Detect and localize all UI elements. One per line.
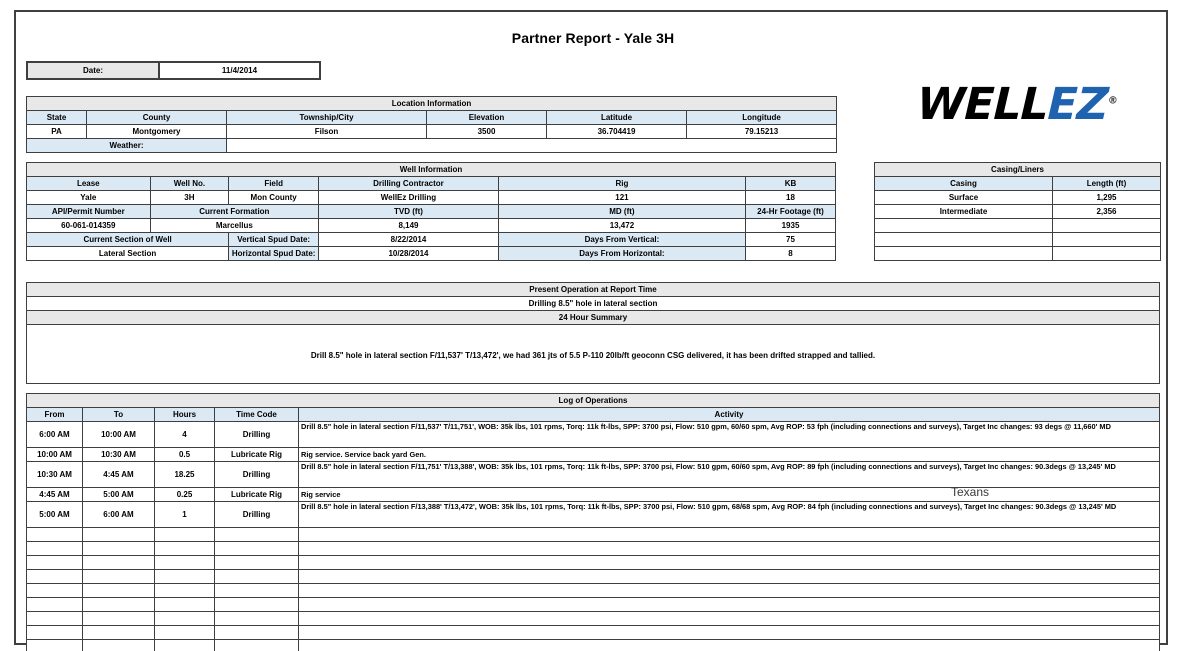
log-row-0-to[interactable]: 10:00 AM (83, 422, 155, 448)
log-header-from: From (27, 408, 83, 422)
log-empty-rows (27, 528, 1160, 651)
well-value-row-2 (27, 219, 836, 233)
log-empty-cell[interactable] (155, 640, 215, 651)
well-table (26, 162, 836, 261)
log-row-0-hours[interactable]: 4 (155, 422, 215, 448)
location-value-township[interactable]: Filson (227, 125, 427, 139)
log-empty-cell[interactable] (27, 612, 83, 626)
log-empty-cell[interactable] (27, 584, 83, 598)
present-operation-header-row (27, 283, 1160, 297)
log-empty-cell[interactable] (215, 528, 299, 542)
log-empty-cell[interactable] (299, 556, 1160, 570)
log-empty-cell[interactable] (215, 626, 299, 640)
log-row-1-to[interactable]: 10:30 AM (83, 448, 155, 462)
log-header-time-code: Time Code (215, 408, 299, 422)
log-empty-cell[interactable] (83, 612, 155, 626)
log-empty-cell[interactable] (83, 570, 155, 584)
well-value-field[interactable]: Mon County (229, 191, 319, 205)
log-row-2-from[interactable]: 10:30 AM (27, 462, 83, 488)
casing-header-row (875, 177, 1161, 191)
well-information-block (26, 162, 836, 261)
well-header-tvd: TVD (ft) (319, 205, 499, 219)
log-empty-cell[interactable] (215, 612, 299, 626)
casing-section-header-row (875, 163, 1161, 177)
current-section-value[interactable]: Lateral Section (27, 247, 229, 261)
casing-header-length: Length (ft) (1053, 177, 1161, 191)
present-operation-title: Present Operation at Report Time (27, 283, 1160, 297)
table-row (875, 205, 1161, 219)
well-vertical-spud-row (27, 233, 836, 247)
log-empty-cell[interactable] (27, 556, 83, 570)
summary-header-row (27, 311, 1160, 325)
table-row (875, 191, 1161, 205)
days-from-horizontal-label: Days From Horizontal: (498, 247, 745, 261)
log-empty-cell[interactable] (83, 640, 155, 651)
well-header-current-formation: Current Formation (150, 205, 319, 219)
vertical-spud-label: Vertical Spud Date: (229, 233, 319, 247)
location-header-state: State (27, 111, 87, 125)
log-empty-cell[interactable] (215, 640, 299, 651)
vertical-spud-value[interactable]: 8/22/2014 (319, 233, 499, 247)
log-header-row (27, 408, 1160, 422)
well-value-24hr-footage[interactable]: 1935 (746, 219, 836, 233)
log-empty-cell[interactable] (27, 528, 83, 542)
well-value-rig[interactable]: 121 (498, 191, 745, 205)
well-value-drilling-contractor[interactable]: WellEz Drilling (319, 191, 499, 205)
log-empty-cell[interactable] (27, 626, 83, 640)
well-value-tvd[interactable]: 8,149 (319, 219, 499, 233)
location-header-latitude: Latitude (547, 111, 687, 125)
well-value-well-no[interactable]: 3H (150, 191, 229, 205)
present-operation-table (26, 282, 1160, 384)
location-header-township: Township/City (227, 111, 427, 125)
days-from-horizontal-value[interactable]: 8 (746, 247, 836, 261)
wellez-logo (874, 74, 1160, 136)
log-row-4-activity[interactable]: Drill 8.5" hole in lateral section F/13,388' T/13,472', WOB: 35k lbs, 101 rpms, Torq: 11k ft-lbs, SPP: 3700 psi, Flow: 510 gpm, 68/68 spm, Avg ROP: 84 fph (including connections and surveys), Target Inc changes: 90.3degs @ 13,245' MD (299, 502, 1160, 528)
casing-table (874, 162, 1161, 261)
summary-value: Drill 8.5" hole in lateral section F/11,537' T/13,472', we had 361 jts of 5.5 P-110 20lb/ft geoconn CSG delivered, it has been drifted strapped and tallied. (310, 351, 876, 360)
log-empty-cell[interactable] (155, 584, 215, 598)
log-empty-cell[interactable] (155, 556, 215, 570)
registered-mark-icon: ® (1107, 95, 1118, 107)
date-label: Date: (27, 62, 159, 79)
location-value-row (27, 125, 837, 139)
location-value-longitude[interactable]: 79.15213 (687, 125, 837, 139)
table-row (27, 570, 1160, 584)
casing-empty-cell[interactable] (875, 247, 1053, 261)
log-row-3-activity[interactable]: Rig service (299, 488, 1160, 502)
log-row-1-from[interactable]: 10:00 AM (27, 448, 83, 462)
log-empty-cell[interactable] (299, 612, 1160, 626)
table-row (27, 422, 1160, 448)
casing-row-0-casing[interactable]: Surface (875, 191, 1053, 205)
log-header-activity: Activity (299, 408, 1160, 422)
summary-value-row (27, 325, 1160, 384)
log-row-4-code[interactable]: Drilling (215, 502, 299, 528)
log-row-0-from[interactable]: 6:00 AM (27, 422, 83, 448)
horizontal-spud-value[interactable]: 10/28/2014 (319, 247, 499, 261)
well-value-row-1 (27, 191, 836, 205)
log-empty-cell[interactable] (83, 626, 155, 640)
well-header-24hr-footage: 24-Hr Footage (ft) (746, 205, 836, 219)
date-value[interactable]: 11/4/2014 (159, 62, 320, 79)
table-row (27, 542, 1160, 556)
log-row-4-from[interactable]: 5:00 AM (27, 502, 83, 528)
report-sheet (14, 10, 1168, 645)
log-empty-cell[interactable] (155, 570, 215, 584)
location-section-title: Location Information (27, 97, 837, 111)
days-from-vertical-label: Days From Vertical: (498, 233, 745, 247)
date-row (27, 62, 320, 79)
location-value-latitude[interactable]: 36.704419 (547, 125, 687, 139)
well-section-header-row (27, 163, 836, 177)
location-value-state[interactable]: PA (27, 125, 87, 139)
log-empty-cell[interactable] (27, 640, 83, 651)
log-empty-cell[interactable] (299, 598, 1160, 612)
log-empty-cell[interactable] (215, 584, 299, 598)
days-from-vertical-value[interactable]: 75 (746, 233, 836, 247)
well-header-kb: KB (746, 177, 836, 191)
table-row (27, 640, 1160, 651)
casing-header-casing: Casing (875, 177, 1053, 191)
table-row (27, 626, 1160, 640)
well-header-well-no: Well No. (150, 177, 229, 191)
table-row (875, 247, 1161, 261)
log-of-operations-block (26, 393, 1160, 651)
log-empty-cell[interactable] (27, 570, 83, 584)
casing-liners-block (874, 162, 1160, 261)
well-header-drilling-contractor: Drilling Contractor (319, 177, 499, 191)
summary-value-cell[interactable] (27, 325, 1160, 384)
table-row (27, 584, 1160, 598)
log-row-4-to[interactable]: 6:00 AM (83, 502, 155, 528)
present-operation-value-row (27, 297, 1160, 311)
texans-watermark: Texans (951, 485, 990, 499)
log-header-to: To (83, 408, 155, 422)
logo-part-ez: EZ (1046, 79, 1109, 130)
wellez-logo-text (916, 79, 1118, 130)
log-empty-cell[interactable] (299, 584, 1160, 598)
log-empty-cell[interactable] (27, 542, 83, 556)
casing-empty-cell[interactable] (1053, 233, 1161, 247)
casing-empty-cell[interactable] (875, 219, 1053, 233)
log-empty-cell[interactable] (215, 542, 299, 556)
log-row-2-hours[interactable]: 18.25 (155, 462, 215, 488)
casing-section-title: Casing/Liners (875, 163, 1161, 177)
log-row-0-activity[interactable]: Drill 8.5" hole in lateral section F/11,537' T/11,751', WOB: 35k lbs, 101 rpms, Torq: 11k ft-lbs, SPP: 3700 psi, Flow: 510 gpm, 60/60 spm, Avg ROP: 53 fph (including connections and surveys), Target Inc changes: 93 degs @ 11,660' MD (299, 422, 1160, 448)
log-section-header-row (27, 394, 1160, 408)
well-horizontal-spud-row (27, 247, 836, 261)
log-empty-cell[interactable] (83, 528, 155, 542)
weather-label: Weather: (27, 139, 227, 153)
log-of-operations-table (26, 393, 1160, 651)
weather-value[interactable] (227, 139, 837, 153)
table-row (27, 448, 1160, 462)
log-row-2-code[interactable]: Drilling (215, 462, 299, 488)
table-row (27, 556, 1160, 570)
weather-row (27, 139, 837, 153)
table-row (27, 528, 1160, 542)
log-empty-cell[interactable] (215, 598, 299, 612)
location-table (26, 96, 837, 153)
location-information-block (26, 96, 836, 153)
well-header-md: MD (ft) (498, 205, 745, 219)
log-row-2-to[interactable]: 4:45 AM (83, 462, 155, 488)
page-title: Partner Report - Yale 3H (511, 30, 675, 46)
well-section-title: Well Information (27, 163, 836, 177)
table-row (875, 233, 1161, 247)
table-row (27, 502, 1160, 528)
log-empty-cell[interactable] (83, 598, 155, 612)
table-row (27, 612, 1160, 626)
current-section-label: Current Section of Well (27, 233, 229, 247)
table-row (27, 488, 1160, 502)
summary-title: 24 Hour Summary (27, 311, 1160, 325)
location-value-elevation[interactable]: 3500 (427, 125, 547, 139)
well-header-rig: Rig (498, 177, 745, 191)
log-empty-cell[interactable] (299, 570, 1160, 584)
location-header-row (27, 111, 837, 125)
location-value-county[interactable]: Montgomery (87, 125, 227, 139)
log-row-3-to[interactable]: 5:00 AM (83, 488, 155, 502)
log-empty-cell[interactable] (299, 528, 1160, 542)
log-row-0-code[interactable]: Drilling (215, 422, 299, 448)
log-row-1-activity[interactable]: Rig service. Service back yard Gen. (299, 448, 1160, 462)
log-empty-cell[interactable] (155, 626, 215, 640)
well-header-row-2 (27, 205, 836, 219)
location-header-county: County (87, 111, 227, 125)
horizontal-spud-label: Horizontal Spud Date: (229, 247, 319, 261)
casing-empty-cell[interactable] (875, 233, 1053, 247)
present-operation-value[interactable]: Drilling 8.5" hole in lateral section (27, 297, 1160, 311)
log-row-3-hours[interactable]: 0.25 (155, 488, 215, 502)
well-header-lease: Lease (27, 177, 151, 191)
location-section-header-row (27, 97, 837, 111)
well-value-lease[interactable]: Yale (27, 191, 151, 205)
log-empty-cell[interactable] (27, 598, 83, 612)
log-row-1-code[interactable]: Lubricate Rig (215, 448, 299, 462)
log-empty-cell[interactable] (299, 640, 1160, 651)
log-row-3-from[interactable]: 4:45 AM (27, 488, 83, 502)
date-block (26, 61, 317, 80)
casing-row-1-casing[interactable]: Intermediate (875, 205, 1053, 219)
log-empty-cell[interactable] (155, 598, 215, 612)
location-header-elevation: Elevation (427, 111, 547, 125)
log-row-2-activity[interactable]: Drill 8.5" hole in lateral section F/11,751' T/13,388', WOB: 35k lbs, 101 rpms, Torq: 11k ft-lbs, SPP: 3700 psi, Flow: 510 gpm, 60/60 spm, Avg ROP: 89 fph (including connections and surveys), Target Inc changes: 90.3degs @ 13,245' MD (299, 462, 1160, 488)
log-row-3-code[interactable]: Lubricate Rig (215, 488, 299, 502)
well-header-field: Field (229, 177, 319, 191)
location-header-longitude: Longitude (687, 111, 837, 125)
well-value-kb[interactable]: 18 (746, 191, 836, 205)
log-empty-cell[interactable] (155, 612, 215, 626)
log-row-4-hours[interactable]: 1 (155, 502, 215, 528)
log-row-1-hours[interactable]: 0.5 (155, 448, 215, 462)
log-section-title: Log of Operations (27, 394, 1160, 408)
log-empty-cell[interactable] (83, 542, 155, 556)
log-empty-cell[interactable] (299, 626, 1160, 640)
well-header-api: API/Permit Number (27, 205, 151, 219)
table-row (27, 598, 1160, 612)
table-row (27, 462, 1160, 488)
log-empty-cell[interactable] (299, 542, 1160, 556)
well-header-row-1 (27, 177, 836, 191)
casing-empty-cell[interactable] (1053, 247, 1161, 261)
log-empty-cell[interactable] (83, 556, 155, 570)
casing-empty-cell[interactable] (1053, 219, 1161, 233)
log-empty-cell[interactable] (215, 556, 299, 570)
present-operation-block (26, 282, 1160, 384)
log-header-hours: Hours (155, 408, 215, 422)
well-value-md[interactable]: 13,472 (498, 219, 745, 233)
well-value-api[interactable]: 60-061-014359 (27, 219, 151, 233)
logo-part-well: WELL (916, 79, 1049, 130)
table-row (875, 219, 1161, 233)
well-value-current-formation[interactable]: Marcellus (150, 219, 319, 233)
casing-row-1-length[interactable]: 2,356 (1053, 205, 1161, 219)
log-empty-cell[interactable] (155, 528, 215, 542)
log-empty-cell[interactable] (155, 542, 215, 556)
log-empty-cell[interactable] (215, 570, 299, 584)
log-empty-cell[interactable] (83, 584, 155, 598)
casing-row-0-length[interactable]: 1,295 (1053, 191, 1161, 205)
